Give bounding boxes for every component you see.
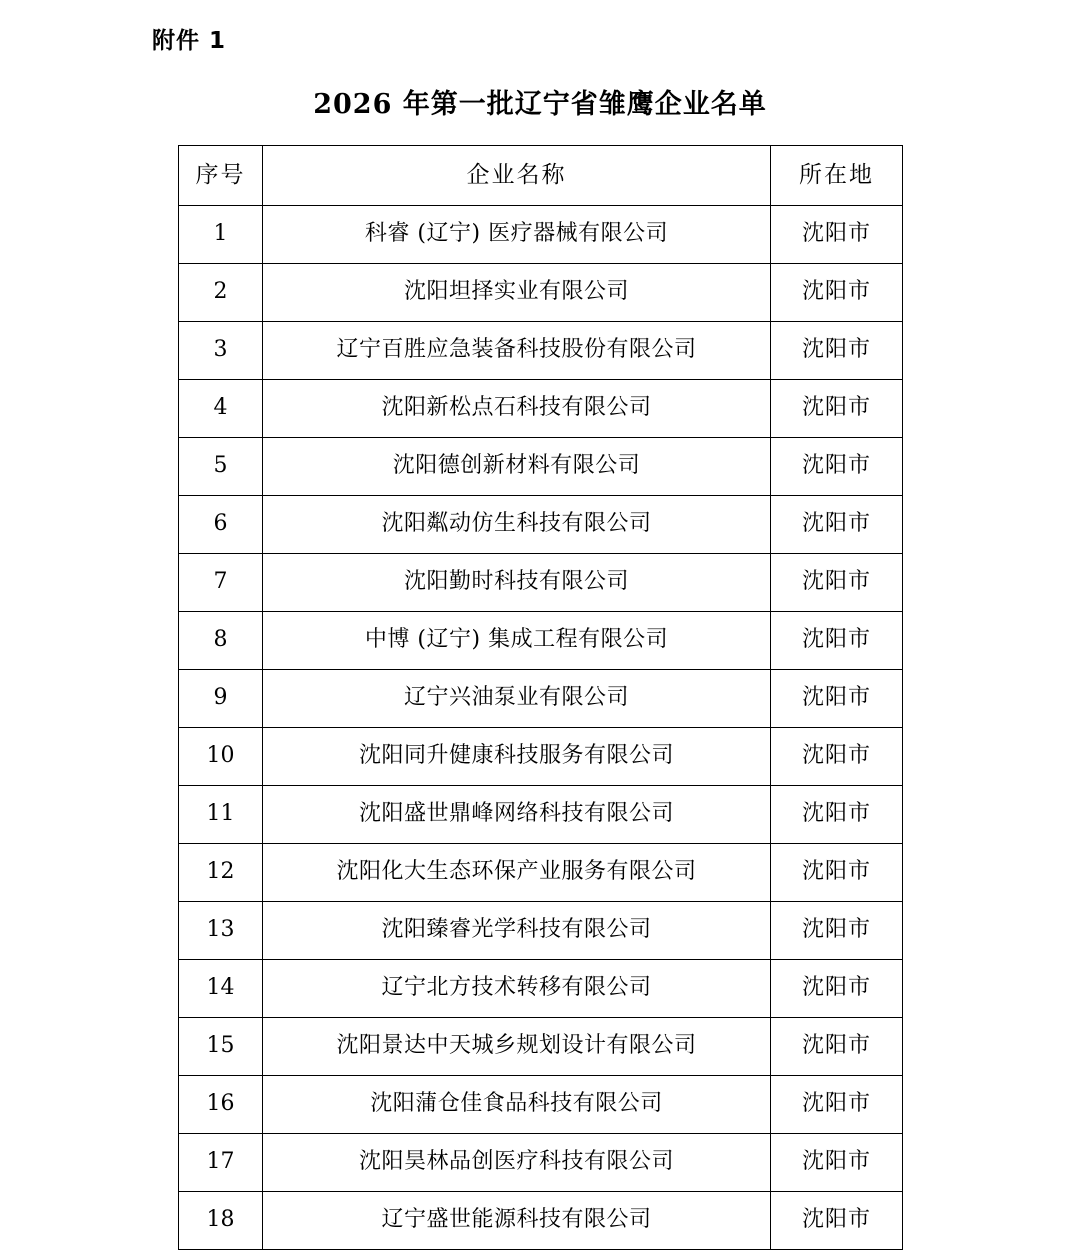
cell-name: 中博 (辽宁) 集成工程有限公司 — [263, 612, 771, 670]
table-row — [179, 844, 903, 902]
cell-name: 沈阳新松点石科技有限公司 — [263, 380, 771, 438]
cell-no: 7 — [179, 554, 263, 612]
cell-no: 10 — [179, 728, 263, 786]
cell-location: 沈阳市 — [771, 1018, 903, 1076]
cell-no: 13 — [179, 902, 263, 960]
cell-no: 14 — [179, 960, 263, 1018]
cell-name: 科睿 (辽宁) 医疗器械有限公司 — [263, 206, 771, 264]
cell-location: 沈阳市 — [771, 380, 903, 438]
table-row — [179, 554, 903, 612]
table-row — [179, 206, 903, 264]
cell-location: 沈阳市 — [771, 206, 903, 264]
cell-location: 沈阳市 — [771, 1192, 903, 1250]
cell-name: 辽宁盛世能源科技有限公司 — [263, 1192, 771, 1250]
cell-name: 沈阳昊林品创医疗科技有限公司 — [263, 1134, 771, 1192]
cell-name: 沈阳盛世鼎峰网络科技有限公司 — [263, 786, 771, 844]
cell-no: 1 — [179, 206, 263, 264]
table-row — [179, 1018, 903, 1076]
column-header-name: 企业名称 — [263, 146, 771, 206]
cell-no: 11 — [179, 786, 263, 844]
table-row — [179, 1192, 903, 1250]
cell-location: 沈阳市 — [771, 438, 903, 496]
cell-location: 沈阳市 — [771, 1134, 903, 1192]
page-title: 2026 年第一批辽宁省雏鹰企业名单 — [313, 89, 767, 120]
table-row — [179, 1134, 903, 1192]
cell-name: 沈阳同升健康科技服务有限公司 — [263, 728, 771, 786]
cell-no: 12 — [179, 844, 263, 902]
enterprise-list-table-wrapper — [178, 145, 902, 1250]
table-row — [179, 1076, 903, 1134]
cell-name: 沈阳德创新材料有限公司 — [263, 438, 771, 496]
cell-no: 4 — [179, 380, 263, 438]
attachment-label: 附件 1 — [152, 28, 227, 54]
cell-no: 9 — [179, 670, 263, 728]
enterprise-list-table — [178, 145, 903, 1250]
cell-name: 沈阳粼动仿生科技有限公司 — [263, 496, 771, 554]
cell-no: 15 — [179, 1018, 263, 1076]
cell-name: 沈阳臻睿光学科技有限公司 — [263, 902, 771, 960]
table-row — [179, 728, 903, 786]
cell-name: 辽宁北方技术转移有限公司 — [263, 960, 771, 1018]
table-body — [179, 206, 903, 1250]
cell-no: 8 — [179, 612, 263, 670]
cell-location: 沈阳市 — [771, 844, 903, 902]
cell-name: 辽宁兴油泵业有限公司 — [263, 670, 771, 728]
cell-location: 沈阳市 — [771, 322, 903, 380]
table-row — [179, 264, 903, 322]
cell-location: 沈阳市 — [771, 786, 903, 844]
cell-location: 沈阳市 — [771, 554, 903, 612]
cell-no: 18 — [179, 1192, 263, 1250]
cell-name: 沈阳景达中天城乡规划设计有限公司 — [263, 1018, 771, 1076]
cell-location: 沈阳市 — [771, 960, 903, 1018]
cell-name: 沈阳勤时科技有限公司 — [263, 554, 771, 612]
table-row — [179, 960, 903, 1018]
cell-location: 沈阳市 — [771, 728, 903, 786]
table-header-row — [179, 146, 903, 206]
table-row — [179, 380, 903, 438]
cell-no: 16 — [179, 1076, 263, 1134]
table-row — [179, 902, 903, 960]
table-row — [179, 670, 903, 728]
column-header-no: 序号 — [179, 146, 263, 206]
table-row — [179, 438, 903, 496]
cell-name: 沈阳化大生态环保产业服务有限公司 — [263, 844, 771, 902]
cell-location: 沈阳市 — [771, 612, 903, 670]
cell-no: 3 — [179, 322, 263, 380]
table-row — [179, 786, 903, 844]
cell-no: 2 — [179, 264, 263, 322]
table-header — [179, 146, 903, 206]
cell-no: 5 — [179, 438, 263, 496]
cell-location: 沈阳市 — [771, 264, 903, 322]
cell-name: 沈阳坦择实业有限公司 — [263, 264, 771, 322]
column-header-location: 所在地 — [771, 146, 903, 206]
cell-name: 辽宁百胜应急装备科技股份有限公司 — [263, 322, 771, 380]
cell-name: 沈阳蒲仓佳食品科技有限公司 — [263, 1076, 771, 1134]
cell-no: 17 — [179, 1134, 263, 1192]
cell-location: 沈阳市 — [771, 496, 903, 554]
cell-no: 6 — [179, 496, 263, 554]
table-row — [179, 322, 903, 380]
table-row — [179, 612, 903, 670]
cell-location: 沈阳市 — [771, 1076, 903, 1134]
cell-location: 沈阳市 — [771, 670, 903, 728]
table-row — [179, 496, 903, 554]
cell-location: 沈阳市 — [771, 902, 903, 960]
